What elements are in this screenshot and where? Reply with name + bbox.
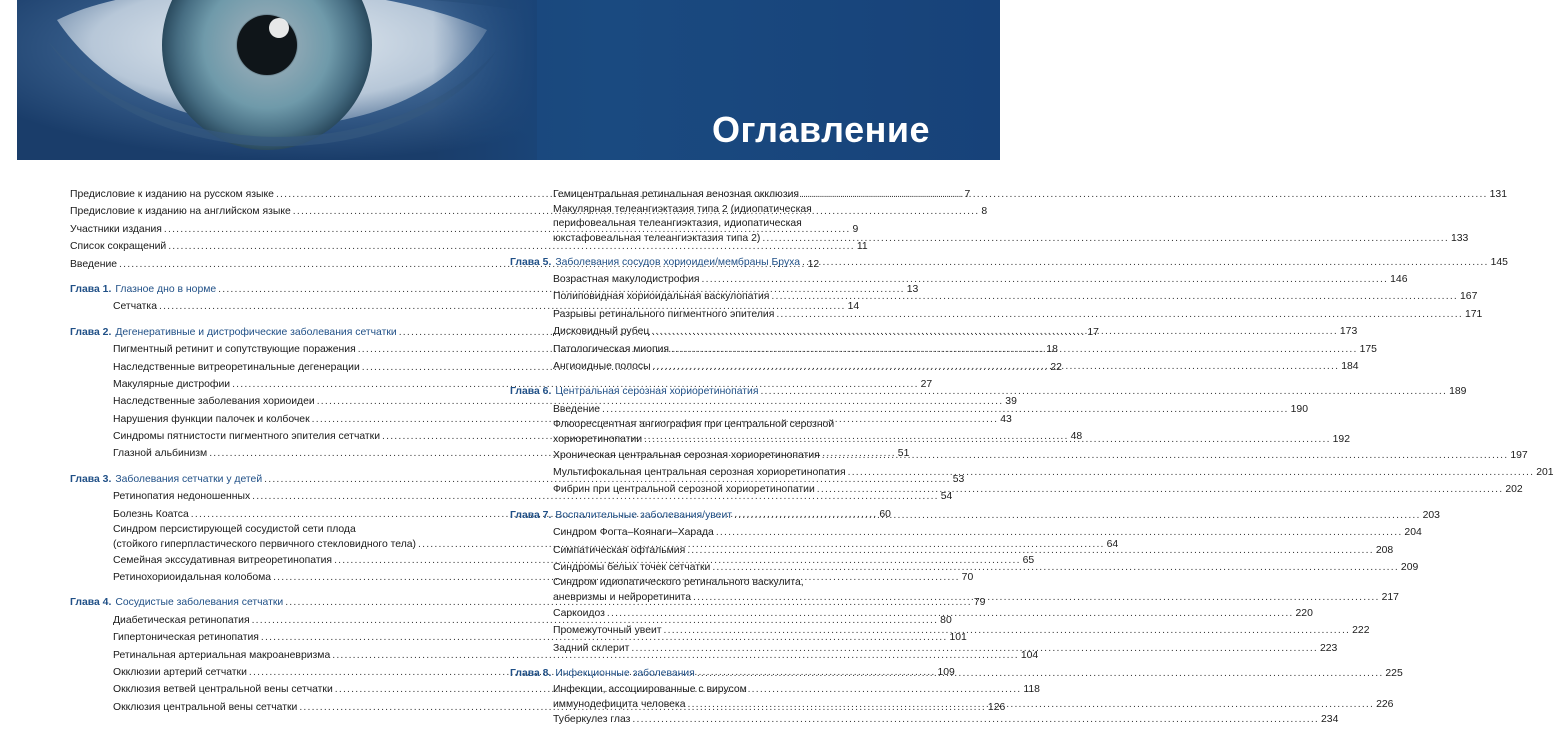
dot-leader — [688, 698, 1375, 712]
toc-entry-label: иммунодефицита человека — [553, 698, 686, 710]
toc-entry-label: Наследственные витреоретинальные дегенерации — [113, 361, 360, 373]
page-title: Оглавление — [712, 109, 930, 150]
toc-page-number: 9 — [852, 223, 859, 235]
toc-entry-label: Синдромы белых точек сетчатки — [553, 562, 711, 574]
toc-entry-label: Синдром Фогта–Коянаги–Харада — [553, 527, 714, 539]
toc-page-number: 202 — [1505, 484, 1523, 496]
toc-entry-label: Болезнь Коатса — [113, 508, 189, 520]
toc-page-number: 80 — [940, 614, 952, 626]
dot-leader — [687, 542, 1374, 559]
toc-entry-label — [70, 281, 216, 298]
toc-entry-label: Семейная экссудативная витреоретинопатия — [113, 554, 333, 566]
toc-entry-label-line: Флюоресцентная ангиография при центральной серозной — [553, 419, 835, 431]
toc-page-number: 223 — [1320, 642, 1338, 654]
chapter-number: Глава 3. — [70, 473, 112, 485]
chapter-title: Инфекционные заболевания — [555, 668, 695, 680]
toc-entry[interactable] — [510, 271, 1408, 288]
toc-entry-label: Диабетическая ретинопатия — [113, 614, 250, 626]
toc-entry-label — [510, 665, 695, 682]
toc-page-number: 208 — [1375, 544, 1394, 556]
dot-leader — [848, 464, 1535, 481]
toc-entry-label — [70, 324, 397, 341]
toc-entry-label: Полиповидная хориоидальная васкулопатия — [553, 291, 770, 303]
toc-entry-label: Задний склерит — [553, 642, 630, 654]
toc-entry-label — [70, 594, 283, 611]
toc-entry-label-line: Макулярная телеангиэктазия типа 2 (идиопатическая — [553, 204, 812, 216]
dot-leader — [802, 254, 1489, 271]
toc-page-number: 39 — [1005, 396, 1017, 408]
toc-entry-label: Фибрин при центральной серозной хориоретинопатии — [553, 484, 815, 496]
toc-page-number: 209 — [1400, 562, 1419, 574]
toc-entry-label: Пигментный ретинит и сопутствующие поражения — [113, 344, 356, 356]
chapter-number: Глава 8. — [510, 668, 552, 680]
toc-page-number: 8 — [981, 206, 988, 218]
toc-entry[interactable] — [510, 306, 1483, 323]
toc-entry-label-line: перифовеальная телеангиэктазия, идиопатическая — [553, 217, 802, 229]
toc-entry-label: юкстафовеальная телеангиэктазия типа 2) — [553, 232, 761, 244]
dot-leader — [776, 306, 1463, 323]
toc-page-number: 201 — [1536, 467, 1554, 479]
toc-entry-label: Введение — [553, 403, 601, 415]
toc-entry-label: Наследственные заболевания хориоидеи — [113, 396, 315, 408]
toc-page-number: 175 — [1359, 343, 1377, 355]
toc-entry-label: Мультифокальная центральная серозная хориоретинопатия — [553, 467, 846, 479]
dot-leader — [801, 186, 1488, 203]
toc-entry[interactable] — [510, 524, 1422, 541]
eye-photo — [17, 0, 537, 160]
toc-page-number: 146 — [1390, 273, 1408, 285]
toc-entry-label: Гемицентральная ретинальная венозная окклюзия — [553, 188, 800, 200]
toc-entry-label: Ангиоидные полосы — [553, 360, 651, 372]
chapter-title: Дегенеративные и дистрофические заболевания сетчатки — [115, 326, 397, 338]
toc-entry[interactable] — [510, 288, 1478, 305]
toc-page-number: 145 — [1490, 256, 1508, 268]
toc-entry-label — [510, 507, 732, 524]
toc-page-number: 43 — [1000, 413, 1012, 425]
toc-page-number: 220 — [1295, 608, 1313, 619]
toc-page-number: 7 — [964, 188, 971, 200]
dot-leader — [631, 640, 1318, 657]
toc-entry-label: Окклюзии артерий сетчатки — [113, 666, 247, 678]
toc-entry-multiline[interactable] — [510, 203, 1469, 245]
toc-entry[interactable] — [510, 447, 1528, 464]
toc-entry-label: Хроническая центральная серозная хориоретинопатия — [553, 449, 820, 461]
dot-leader — [671, 341, 1358, 358]
toc-entry-label: Ретинохориоидальная колобома — [113, 572, 272, 583]
chapter-number: Глава 6. — [510, 386, 552, 398]
dot-leader — [651, 323, 1338, 340]
toc-page-number: 189 — [1449, 386, 1467, 398]
toc-page-number: 203 — [1422, 509, 1440, 521]
toc-entry[interactable] — [510, 323, 1358, 340]
dot-leader — [760, 383, 1447, 400]
toc-page-number: 51 — [897, 448, 910, 460]
toc-entry-label-line: Синдром персистирующей сосудистой сети плода — [113, 524, 356, 536]
toc-entry-label — [70, 471, 262, 488]
chapter-number: Глава 2. — [70, 326, 112, 338]
toc-entry-label: Туберкулез глаз — [553, 714, 631, 726]
toc-page-number: 131 — [1489, 188, 1507, 200]
toc-page-number: 53 — [952, 473, 965, 485]
chapter-title: Заболевания сетчатки у детей — [115, 473, 263, 485]
toc-entry-label: Глазной альбинизм — [113, 448, 208, 460]
toc-entry-label: Список сокращений — [70, 241, 167, 253]
toc-entry-label: Возрастная макулодистрофия — [553, 273, 700, 285]
chapter-number: Глава 7. — [510, 509, 552, 521]
toc-page-number: 109 — [937, 666, 955, 678]
toc-entry-label: Введение — [70, 258, 118, 270]
toc-page-number: 126 — [987, 701, 1006, 713]
dot-leader — [817, 481, 1504, 498]
toc-page-number: 65 — [1022, 554, 1035, 566]
toc-page-number: 14 — [847, 301, 860, 313]
toc-entry-label: Окклюзия центральной вены сетчатки — [113, 701, 298, 713]
dot-leader — [822, 447, 1509, 464]
toc-entry-label: Сетчатка — [113, 301, 157, 313]
dot-leader — [762, 232, 1449, 246]
toc-page-number: 70 — [961, 572, 974, 583]
toc-entry-label: Патологическая миопия — [553, 343, 670, 355]
chapter-title: Сосудистые заболевания сетчатки — [115, 597, 284, 609]
dot-leader — [716, 524, 1403, 541]
toc-chapter-entry[interactable] — [510, 507, 1440, 524]
header-banner — [17, 0, 1000, 160]
toc-page-number: 204 — [1404, 527, 1422, 539]
toc-page-number: 101 — [949, 632, 967, 644]
toc-chapter-entry[interactable] — [510, 254, 1508, 271]
chapter-number: Глава 5. — [510, 256, 552, 268]
chapter-title: Воспалительные заболевания/увеит — [555, 509, 733, 521]
dot-leader — [602, 401, 1289, 418]
toc-entry-label: Ретинопатия недоношенных — [113, 491, 251, 503]
toc-page-number: 22 — [1050, 361, 1062, 373]
toc-entry-label-line: Синдром идиопатического ретинального васкулита, — [553, 577, 804, 589]
toc-page-number: 190 — [1290, 403, 1308, 415]
toc-page-number: 27 — [920, 378, 933, 390]
chapter-number: Глава 4. — [70, 597, 112, 609]
dot-leader — [653, 358, 1340, 375]
dot-leader — [632, 711, 1319, 728]
toc-page-number: 217 — [1381, 592, 1399, 604]
dot-leader — [712, 559, 1399, 576]
toc-page-number: 18 — [1046, 344, 1058, 356]
toc-page-number: 184 — [1341, 360, 1359, 372]
toc-page-number: 11 — [856, 241, 868, 253]
toc-page-number: 60 — [879, 508, 891, 520]
toc-entry[interactable] — [510, 711, 1339, 728]
toc-entry-label: Предисловие к изданию на русском языке — [70, 188, 274, 200]
toc-page-number: 104 — [1020, 649, 1039, 661]
toc-page-number: 54 — [940, 491, 953, 503]
toc-page-number: 173 — [1339, 326, 1358, 338]
toc-entry-label: (стойкого гиперпластического первичного стекловидного тела) — [113, 539, 417, 551]
dot-leader — [697, 665, 1384, 682]
toc-entry-label — [510, 383, 758, 400]
toc-entry-label: Ретинальная артериальная макроаневризма — [113, 649, 331, 661]
toc-page-number: 234 — [1321, 714, 1339, 726]
dot-leader — [607, 605, 1294, 622]
toc-entry[interactable] — [510, 186, 1507, 203]
toc-entry-label: Предисловие к изданию на английском языке — [70, 206, 291, 218]
toc-page-number: 79 — [973, 597, 986, 609]
toc-entry-label: Саркоидоз — [553, 608, 605, 619]
toc-entry-label: Дисковидный рубец — [553, 326, 650, 338]
toc-entry-label: хориоретинопатии — [553, 434, 643, 446]
toc-page-number: 192 — [1332, 434, 1350, 446]
toc-page-number: 17 — [1087, 326, 1099, 338]
toc-entry-label: Промежуточный увеит — [553, 625, 662, 637]
chapter-title: Заболевания сосудов хориоидеи/мембраны Бруха — [555, 256, 801, 268]
toc-page-number: 197 — [1510, 449, 1528, 461]
dot-leader — [771, 288, 1458, 305]
toc-entry-label: Макулярные дистрофии — [113, 378, 231, 390]
toc-entry-label: Разрывы ретинального пигментного эпителия — [553, 308, 775, 320]
toc-page-number: 118 — [1023, 684, 1040, 696]
toc-entry-label: аневризмы и нейроретинита — [553, 592, 691, 604]
chapter-number: Глава 1. — [70, 283, 112, 295]
toc-page-number: 222 — [1352, 625, 1370, 637]
toc-entry-label: Нарушения функции палочек и колбочек — [113, 413, 310, 425]
toc-entry-label: Окклюзия ветвей центральной вены сетчатки — [113, 684, 333, 696]
toc-page-number: 226 — [1376, 698, 1394, 710]
toc-entry-label: Симпатическая офтальмия — [553, 544, 686, 556]
dot-leader — [702, 271, 1389, 288]
dot-leader — [644, 433, 1331, 447]
chapter-title: Глазное дно в норме — [115, 283, 217, 295]
toc-page-number: 171 — [1464, 308, 1483, 320]
toc-page-number: 225 — [1385, 668, 1403, 680]
toc-entry-label: Участники издания — [70, 223, 162, 235]
toc-page-number: 48 — [1070, 431, 1083, 443]
toc-page-number: 133 — [1450, 232, 1469, 244]
toc-page-number: 12 — [807, 258, 820, 270]
dot-leader — [664, 622, 1351, 639]
toc-page-number: 13 — [906, 283, 919, 295]
toc-entry-label: Синдромы пятнистости пигментного эпителия сетчатки — [113, 431, 381, 443]
toc-entry-label-line: Инфекции, ассоциированные с вирусом — [553, 683, 747, 695]
toc-entry-label: Гипертоническая ретинопатия — [113, 632, 259, 644]
toc-entry-last-line — [553, 231, 1469, 246]
toc-page-number: 167 — [1460, 291, 1478, 303]
chapter-title: Центральная серозная хориоретинопатия — [555, 386, 759, 398]
dot-leader — [734, 507, 1421, 524]
dot-leader — [693, 591, 1380, 605]
toc-page-number: 64 — [1106, 539, 1119, 551]
toc-entry-label — [510, 254, 800, 271]
